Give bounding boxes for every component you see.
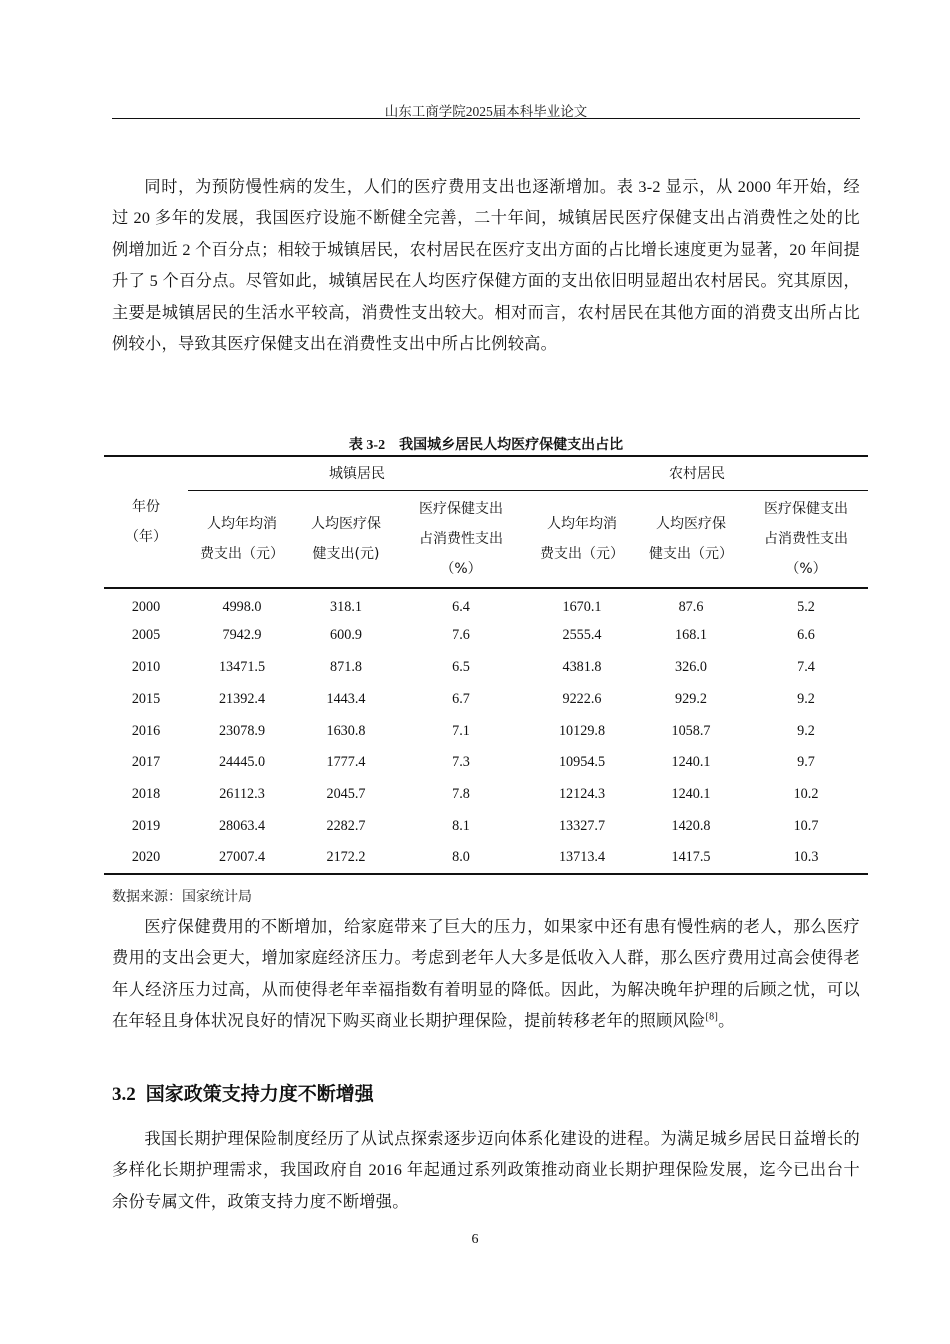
value-cell: 7.6	[452, 627, 470, 644]
value-cell: 2282.7	[326, 817, 366, 834]
value-cell: 27007.4	[188, 842, 296, 874]
value-cell: 87.6	[678, 598, 704, 615]
col-header-rural-ratio: 医疗保健支出 占消费性支出 （%）	[744, 490, 868, 588]
value-cell: 9.7	[797, 754, 815, 771]
table-body	[104, 588, 868, 874]
value-cell: 8.1	[452, 817, 470, 834]
table-source-note: 数据来源：国家统计局	[112, 889, 252, 905]
header-rule	[112, 118, 860, 119]
year-cell: 2000	[131, 598, 161, 615]
value-cell: 10129.8	[558, 722, 606, 739]
value-cell: 929.2	[675, 690, 707, 707]
section-title: 国家政策支持力度不断增强	[145, 1083, 374, 1105]
table-row	[104, 715, 868, 747]
paragraph-2-end: 。	[718, 1012, 735, 1031]
value-cell: 7.4	[797, 658, 815, 675]
value-cell: 9.2	[797, 690, 815, 707]
value-cell: 10.2	[793, 786, 819, 803]
value-cell: 13713.4	[526, 842, 638, 874]
value-cell: 13471.5	[218, 658, 266, 675]
table-row	[104, 811, 868, 843]
value-cell: 12124.3	[558, 786, 606, 803]
table-row	[104, 683, 868, 715]
section-heading	[112, 1079, 374, 1106]
citation-link[interactable]: [8]	[705, 1011, 719, 1023]
table-caption-number: 表 3-2	[348, 438, 386, 453]
year-cell: 2018	[131, 786, 161, 803]
year-cell: 2017	[131, 754, 161, 771]
col-header-rural-consumption: 人均年均消 费支出（元）	[526, 490, 638, 588]
value-cell: 4998.0	[222, 598, 262, 615]
year-cell: 2010	[131, 658, 161, 675]
value-cell: 10.7	[793, 817, 819, 834]
value-cell: 1670.1	[562, 598, 602, 615]
table-caption	[104, 434, 868, 454]
value-cell: 28063.4	[218, 817, 266, 834]
data-table	[104, 455, 868, 875]
section-number: 3.2	[112, 1084, 136, 1105]
table-row	[104, 779, 868, 811]
year-column-header	[104, 456, 188, 588]
value-cell: 1443.4	[326, 690, 366, 707]
value-cell: 7.1	[452, 722, 470, 739]
value-cell: 2555.4	[562, 627, 602, 644]
value-cell: 6.5	[452, 658, 470, 675]
group-header-rural: 农村居民	[526, 456, 868, 490]
value-cell: 7942.9	[222, 627, 262, 644]
table-row	[104, 588, 868, 620]
year-header-line-1: 年份	[132, 499, 160, 515]
value-cell: 21392.4	[218, 690, 266, 707]
value-cell: 600.9	[330, 627, 362, 644]
value-cell: 1240.1	[671, 754, 711, 771]
value-cell: 5.2	[797, 598, 815, 615]
value-cell: 871.8	[330, 658, 362, 675]
value-cell: 26112.3	[219, 786, 265, 803]
value-cell: 7.3	[452, 754, 470, 771]
value-cell: 1630.8	[326, 722, 366, 739]
value-cell: 6.4	[452, 598, 470, 615]
year-cell: 2020	[104, 842, 188, 874]
year-header-line-2: （年）	[125, 529, 167, 545]
table-caption-title: 我国城乡居民人均医疗保健支出占比	[399, 437, 624, 453]
table-row	[104, 747, 868, 779]
page-number: 6	[471, 1232, 479, 1247]
value-cell: 318.1	[330, 598, 362, 615]
group-header-urban: 城镇居民	[188, 456, 526, 490]
body-paragraph-2	[112, 912, 860, 1038]
year-cell: 2019	[131, 817, 161, 834]
value-cell: 2172.2	[296, 842, 396, 874]
value-cell: 1058.7	[671, 722, 711, 739]
value-cell: 4381.8	[562, 658, 602, 675]
year-cell: 2016	[131, 722, 161, 739]
col-header-urban-medical: 人均医疗保 健支出(元)	[296, 490, 396, 588]
value-cell: 1777.4	[326, 754, 366, 771]
value-cell: 1420.8	[671, 817, 711, 834]
year-cell: 2015	[131, 690, 161, 707]
value-cell: 6.7	[452, 690, 470, 707]
value-cell: 24445.0	[218, 754, 266, 771]
value-cell: 23078.9	[218, 722, 266, 739]
table-row	[104, 652, 868, 684]
value-cell: 10.3	[744, 842, 868, 874]
value-cell: 9222.6	[562, 690, 602, 707]
body-paragraph-1: 同时，为预防慢性病的发生，人们的医疗费用支出也逐渐增加。表 3-2 显示，从 2000 年开始，经过 20 多年的发展，我国医疗设施不断健全完善，二十年间，城镇居民医疗保健支出占消费性之处的比例增加近 2 个百分点；相较于城镇居民，农村居民在医疗支出方面的占比增长速度更为显著，20 年间提升了 5 个百分点。尽管如此，城镇居民在人均医疗保健方面的支出依旧明显超出农村居民。究其原因，主要是城镇居民的生活水平较高，消费性支出较大。相对而言，农村居民在其他方面的消费支出所占比例较小，导致其医疗保健支出在消费性支出中所占比例较高。	[112, 178, 860, 354]
value-cell: 2045.7	[326, 786, 366, 803]
value-cell: 7.8	[452, 786, 470, 803]
col-header-urban-consumption: 人均年均消 费支出（元）	[188, 490, 296, 588]
running-header: 山东工商学院2025届本科毕业论文	[384, 104, 588, 119]
value-cell: 10954.5	[558, 754, 606, 771]
value-cell: 6.6	[797, 627, 815, 644]
value-cell: 326.0	[675, 658, 707, 675]
value-cell: 1417.5	[638, 842, 744, 874]
value-cell: 13327.7	[558, 817, 606, 834]
value-cell: 9.2	[797, 722, 815, 739]
paragraph-2-text: 医疗保健费用的不断增加，给家庭带来了巨大的压力，如果家中还有患有慢性病的老人，那么医疗费用的支出会更大，增加家庭经济压力。考虑到老年人大多是低收入人群，那么医疗费用过高会使得老年人经济压力过高，从而使得老年幸福指数有着明显的降低。因此，为解决晚年护理的后顾之忧，可以在年轻且身体状况良好的情况下购买商业长期护理保险，提前转移老年的照顾风险	[112, 918, 860, 1031]
value-cell: 8.0	[396, 842, 526, 874]
table-row	[104, 620, 868, 652]
value-cell: 168.1	[675, 627, 707, 644]
table-row	[104, 842, 868, 874]
col-header-rural-medical: 人均医疗保 健支出（元）	[638, 490, 744, 588]
body-paragraph-3: 我国长期护理保险制度经历了从试点探索逐步迈向体系化建设的进程。为满足城乡居民日益增长的多样化长期护理需求，我国政府自 2016 年起通过系列政策推动商业长期护理保险发展，迄今已出台十余份专属文件，政策支持力度不断增强。	[112, 1130, 860, 1211]
year-cell: 2005	[131, 627, 161, 644]
value-cell: 1240.1	[671, 786, 711, 803]
col-header-urban-ratio: 医疗保健支出 占消费性支出 （%）	[396, 490, 526, 588]
